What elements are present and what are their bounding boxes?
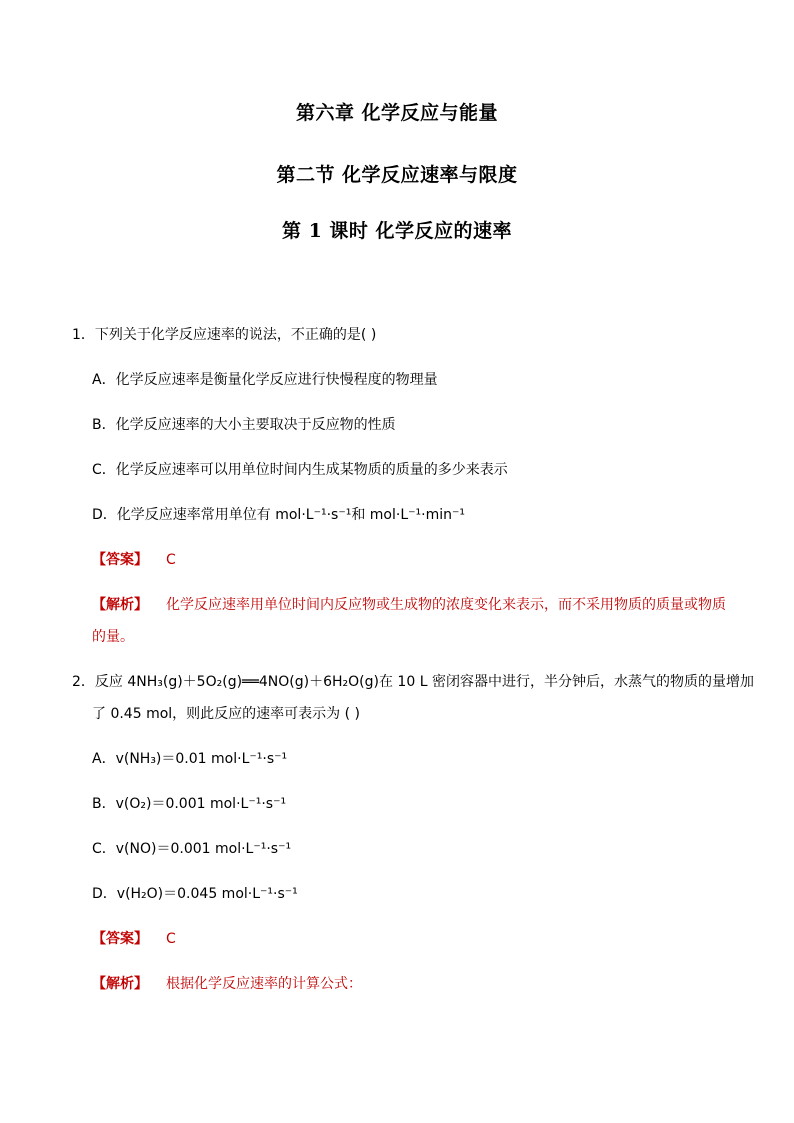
question-2-stem-cont: 了 0.45 mol，则此反应的速率可表示为 ( ) (92, 706, 360, 722)
question-1-option-b: B．化学反应速率的大小主要取决于反应物的性质 (92, 417, 396, 433)
question-1-option-d: D．化学反应速率常用单位有 mol·L⁻¹·s⁻¹和 mol·L⁻¹·min⁻¹ (92, 507, 465, 523)
question-1-analysis (92, 596, 726, 614)
answer-value: C (166, 931, 176, 947)
question-2-answer (92, 930, 176, 948)
question-1-analysis-cont: 的量。 (92, 629, 134, 645)
chapter-title: 第六章 化学反应与能量 (295, 102, 499, 124)
answer-label: 【答案】 (92, 931, 148, 947)
analysis-text: 根据化学反应速率的计算公式： (166, 976, 362, 992)
question-2-option-b: B．v(O₂)＝0.001 mol·L⁻¹·s⁻¹ (92, 796, 287, 812)
question-2-analysis (92, 975, 362, 993)
question-1-option-a: A．化学反应速率是衡量化学反应进行快慢程度的物理量 (92, 372, 438, 388)
answer-label: 【答案】 (92, 552, 148, 568)
question-2-option-d: D．v(H₂O)＝0.045 mol·L⁻¹·s⁻¹ (92, 886, 298, 902)
question-2-option-c: C．v(NO)＝0.001 mol·L⁻¹·s⁻¹ (92, 841, 292, 857)
question-2-option-a: A．v(NH₃)＝0.01 mol·L⁻¹·s⁻¹ (92, 751, 288, 767)
analysis-label: 【解析】 (92, 597, 148, 613)
section-title: 第二节 化学反应速率与限度 (276, 164, 518, 186)
analysis-label: 【解析】 (92, 976, 148, 992)
question-1-answer (92, 551, 176, 569)
answer-value: C (166, 552, 176, 568)
analysis-text: 化学反应速率用单位时间内反应物或生成物的浓度变化来表示，而不采用物质的质量或物质 (166, 597, 726, 613)
question-1-option-c: C．化学反应速率可以用单位时间内生成某物质的质量的多少来表示 (92, 462, 508, 478)
lesson-title: 第 1 课时 化学反应的速率 (281, 220, 513, 242)
question-2-stem: 2．反应 4NH₃(g)＋5O₂(g)══4NO(g)＋6H₂O(g)在 10 L 密闭容器中进行，半分钟后，水蒸气的物质的量增加 (72, 674, 754, 690)
question-1-stem: 1．下列关于化学反应速率的说法，不正确的是( ) (72, 327, 377, 343)
